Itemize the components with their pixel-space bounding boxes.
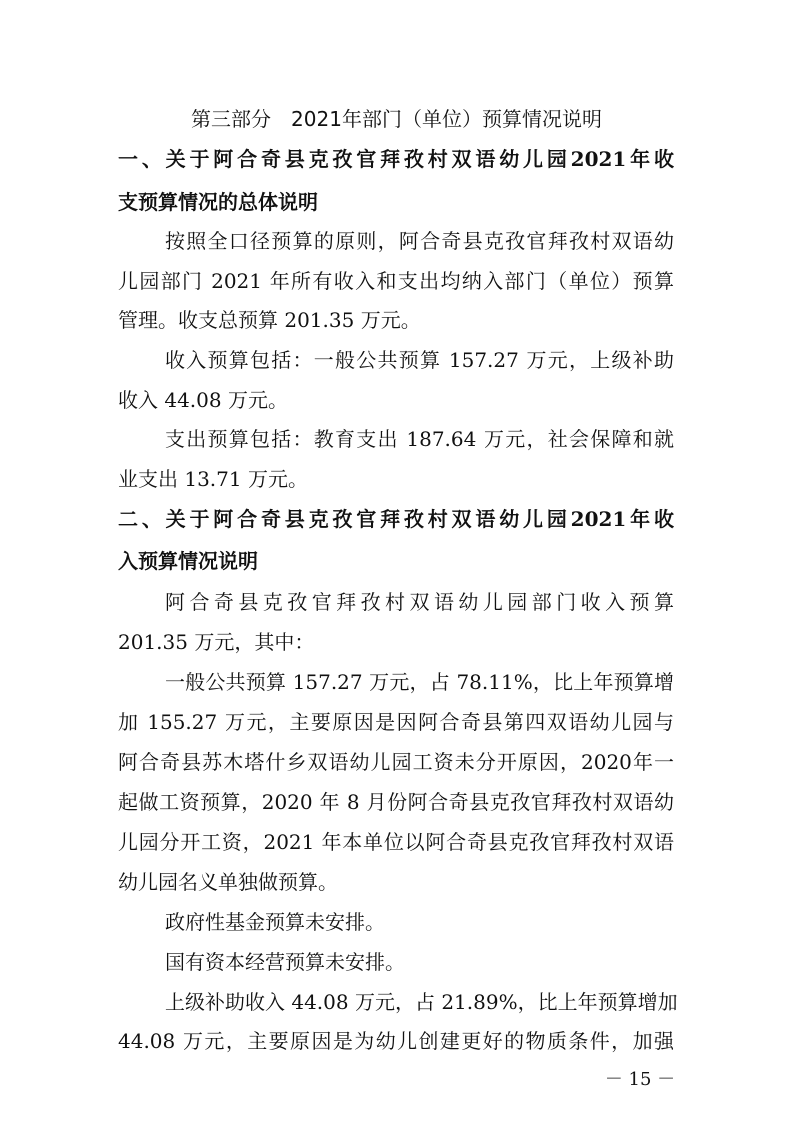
page-number: － 15 － <box>604 1069 676 1090</box>
section-heading-1-line-1: 一、关于阿合奇县克孜官拜孜村双语幼儿园2021年收 <box>118 147 674 171</box>
paragraph-line: 业支出 13.71 万元。 <box>118 467 308 491</box>
paragraph-line: 44.08 万元，主要原因是为幼儿创建更好的物质条件，加强 <box>118 1029 674 1053</box>
section-heading-2-line-2: 入预算情况说明 <box>118 549 258 573</box>
paragraph-line: 儿园部门 2021 年所有收入和支出均纳入部门（单位）预算 <box>118 269 674 293</box>
paragraph-line: 201.35 万元，其中： <box>118 630 315 654</box>
paragraph-line: 按照全口径预算的原则，阿合奇县克孜官拜孜村双语幼 <box>165 229 674 253</box>
paragraph-line: 一般公共预算 157.27 万元，占 78.11%，比上年预算增 <box>165 670 674 694</box>
paragraph-line: 国有资本经营预算未安排。 <box>165 950 405 974</box>
paragraph-line: 支出预算包括：教育支出 187.64 万元，社会保障和就 <box>165 427 674 451</box>
section-heading-2-line-1: 二、关于阿合奇县克孜官拜孜村双语幼儿园2021年收 <box>118 507 674 531</box>
paragraph-line: 收入 44.08 万元。 <box>118 388 288 412</box>
paragraph-line: 收入预算包括：一般公共预算 157.27 万元，上级补助 <box>165 348 674 372</box>
paragraph-line: 上级补助收入 44.08 万元，占 21.89%，比上年预算增加 <box>165 990 678 1014</box>
section-heading-1-line-2: 支预算情况的总体说明 <box>118 190 318 214</box>
paragraph-line: 儿园分开工资，2021 年本单位以阿合奇县克孜官拜孜村双语 <box>118 830 674 854</box>
paragraph-line: 阿合奇县克孜官拜孜村双语幼儿园部门收入预算 <box>165 590 674 614</box>
paragraph-line: 幼儿园名义单独做预算。 <box>118 870 338 894</box>
paragraph-line: 政府性基金预算未安排。 <box>165 910 385 934</box>
paragraph-line: 阿合奇县苏木塔什乡双语幼儿园工资未分开原因，2020年一 <box>118 750 674 774</box>
page-title: 第三部分 2021年部门（单位）预算情况说明 <box>191 107 602 131</box>
paragraph-line: 管理。收支总预算 201.35 万元。 <box>118 308 421 332</box>
paragraph-line: 起做工资预算，2020 年 8 月份阿合奇县克孜官拜孜村双语幼 <box>118 790 674 814</box>
paragraph-line: 加 155.27 万元，主要原因是因阿合奇县第四双语幼儿园与 <box>118 710 674 734</box>
